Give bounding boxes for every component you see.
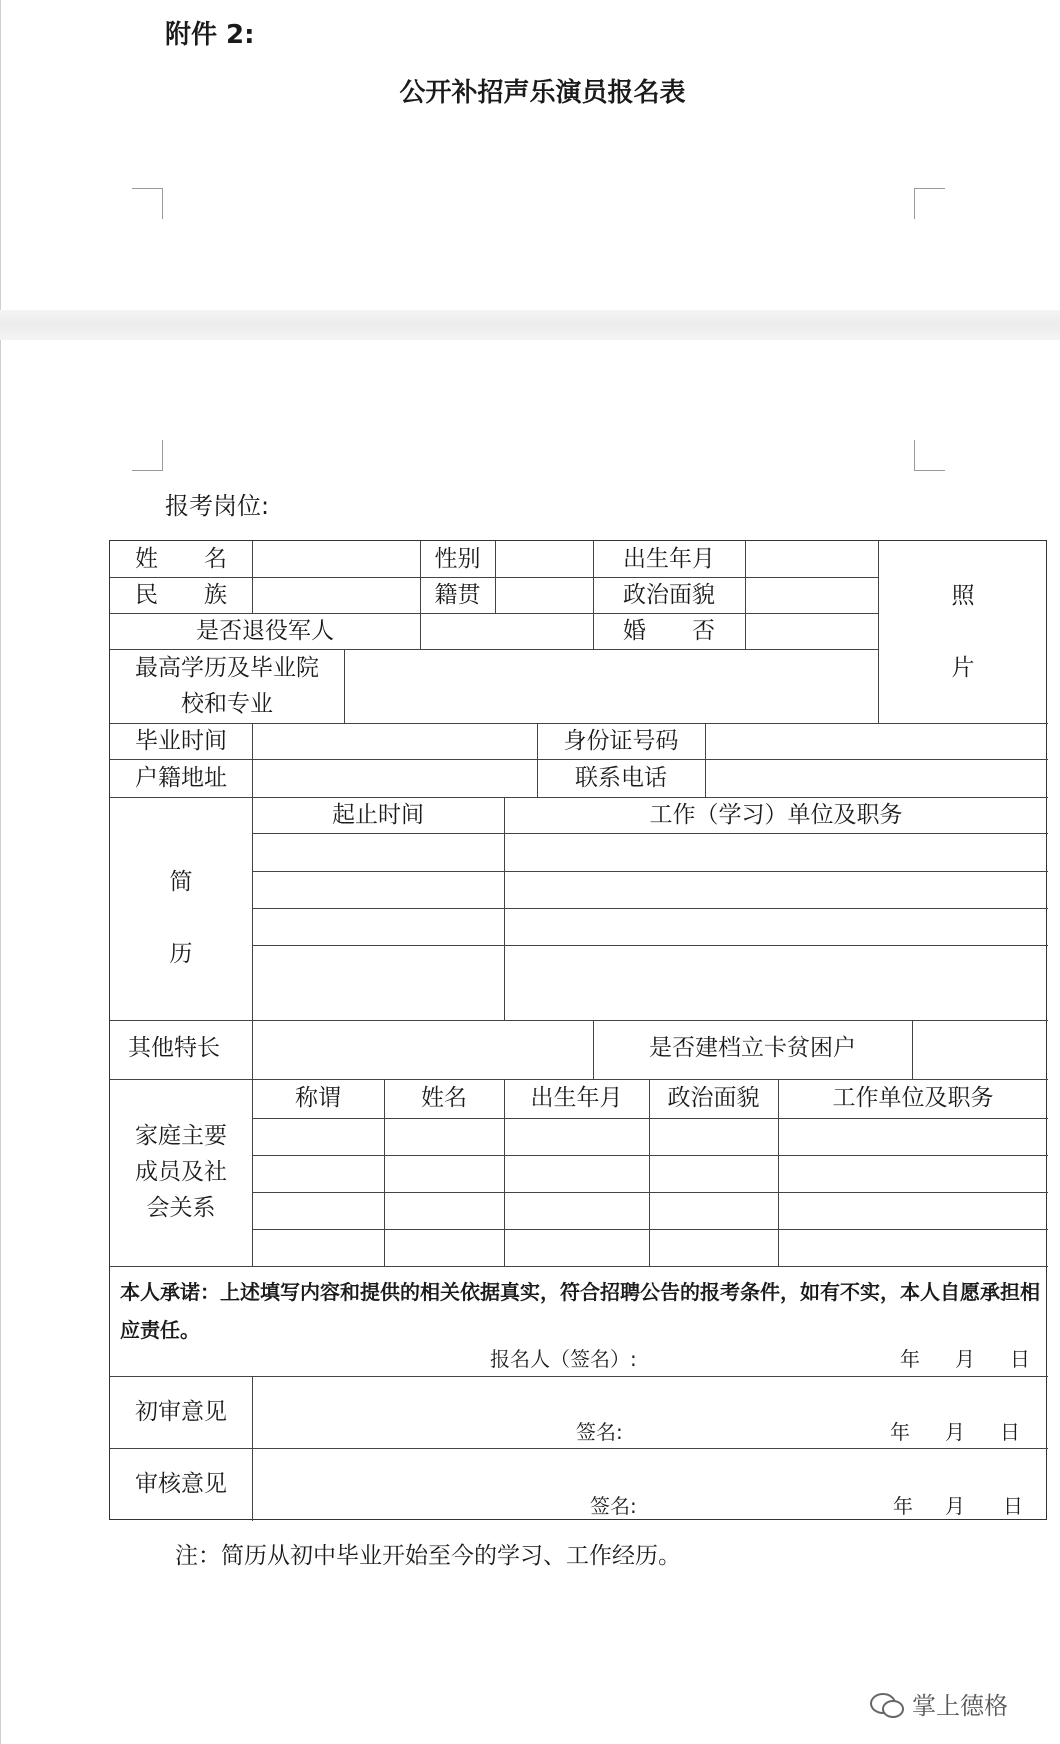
date-month: 月 bbox=[945, 1420, 965, 1444]
veteran-label: 是否退役军人 bbox=[196, 618, 334, 644]
grid-line bbox=[252, 1155, 1048, 1156]
signature-label: 签名: bbox=[590, 1494, 637, 1518]
resume-time-header: 起止时间 bbox=[332, 802, 424, 828]
grid-line bbox=[252, 871, 1048, 872]
footnote: 注：简历从初中毕业开始至今的学习、工作经历。 bbox=[175, 1543, 681, 1569]
resume-label: 简 bbox=[169, 869, 193, 895]
gender-label: 性别 bbox=[434, 546, 481, 572]
family-label: 家庭主要 bbox=[135, 1123, 227, 1149]
resume-label: 历 bbox=[169, 941, 193, 967]
family-label: 成员及社 bbox=[135, 1159, 227, 1185]
ethnicity-label: 民 族 bbox=[135, 582, 227, 608]
grid-line bbox=[504, 797, 505, 1020]
grid-line bbox=[110, 1448, 1048, 1449]
signature-label: 签名: bbox=[576, 1420, 623, 1444]
grid-line bbox=[878, 541, 879, 723]
applicant-signature-label: 报名人（签名）: bbox=[490, 1347, 637, 1371]
date-day: 日 bbox=[1000, 1420, 1020, 1444]
family-label: 会关系 bbox=[146, 1195, 216, 1221]
other-skills-label: 其他特长 bbox=[128, 1035, 220, 1061]
education-label: 校和专业 bbox=[181, 691, 273, 717]
grid-line bbox=[495, 541, 496, 613]
family-header-relation: 称谓 bbox=[295, 1085, 341, 1111]
grid-line bbox=[252, 945, 1048, 946]
grid-line bbox=[912, 1020, 913, 1079]
grid-line bbox=[745, 541, 746, 649]
name-label: 姓 名 bbox=[135, 546, 227, 572]
grid-line bbox=[252, 1118, 1048, 1119]
education-label: 最高学历及毕业院 bbox=[135, 655, 319, 681]
id-number-label: 身份证号码 bbox=[563, 728, 679, 754]
grid-line bbox=[252, 541, 253, 613]
grid-line bbox=[110, 797, 1048, 798]
initial-review-label: 初审意见 bbox=[135, 1399, 227, 1425]
grid-line bbox=[110, 759, 1048, 760]
date-day: 日 bbox=[1003, 1494, 1023, 1518]
date-year: 年 bbox=[890, 1420, 910, 1444]
applied-position-label: 报考岗位: bbox=[165, 492, 270, 520]
grid-line bbox=[252, 1229, 1048, 1230]
grid-line bbox=[110, 1376, 1048, 1377]
registration-form bbox=[109, 540, 1047, 1520]
wechat-icon bbox=[870, 1691, 904, 1717]
grid-line bbox=[110, 649, 878, 650]
family-header-political: 政治面貌 bbox=[667, 1085, 760, 1111]
page-edge bbox=[0, 0, 1, 1744]
political-status-label: 政治面貌 bbox=[623, 582, 715, 608]
pledge-text: 本人承诺：上述填写内容和提供的相关依据真实，符合招聘公告的报考条件，如有不实，本人自愿承担相应责任。 bbox=[120, 1280, 1040, 1342]
grid-line bbox=[252, 908, 1048, 909]
date-month: 月 bbox=[945, 1494, 965, 1518]
grid-line bbox=[110, 1266, 1048, 1267]
grid-line bbox=[344, 649, 345, 723]
hukou-address-label: 户籍地址 bbox=[135, 765, 227, 791]
watermark bbox=[870, 1686, 1008, 1721]
audit-review-label: 审核意见 bbox=[135, 1471, 227, 1497]
grid-line bbox=[252, 1376, 253, 1521]
marital-status-label: 婚 否 bbox=[623, 618, 715, 644]
date-day: 日 bbox=[1010, 1347, 1030, 1371]
family-header-name: 姓名 bbox=[421, 1085, 467, 1111]
grid-line bbox=[110, 1020, 1048, 1021]
date-year: 年 bbox=[900, 1347, 920, 1371]
crop-mark bbox=[132, 188, 163, 219]
crop-mark bbox=[914, 440, 945, 471]
grid-line bbox=[252, 833, 1048, 834]
resume-unit-header: 工作（学习）单位及职务 bbox=[649, 802, 903, 828]
native-place-label: 籍贯 bbox=[434, 582, 481, 608]
date-month: 月 bbox=[955, 1347, 975, 1371]
page-break bbox=[0, 310, 1060, 340]
family-header-birth: 出生年月 bbox=[530, 1085, 623, 1111]
phone-label: 联系电话 bbox=[575, 765, 667, 791]
grid-line bbox=[252, 1192, 1048, 1193]
photo-label: 照 bbox=[951, 583, 975, 609]
attachment-label: 附件 2: bbox=[165, 20, 255, 50]
date-year: 年 bbox=[893, 1494, 913, 1518]
grid-line bbox=[110, 1079, 1048, 1080]
photo-label: 片 bbox=[951, 655, 975, 681]
watermark-text: 掌上德格 bbox=[912, 1692, 1008, 1720]
grid-line bbox=[110, 577, 878, 578]
crop-mark bbox=[132, 440, 163, 471]
grid-line bbox=[705, 723, 706, 797]
grid-line bbox=[110, 723, 1048, 724]
graduation-time-label: 毕业时间 bbox=[135, 728, 227, 754]
family-header-workplace: 工作单位及职务 bbox=[832, 1085, 994, 1111]
page-title: 公开补招声乐演员报名表 bbox=[399, 78, 686, 108]
birth-date-label: 出生年月 bbox=[623, 546, 715, 572]
grid-line bbox=[110, 613, 878, 614]
crop-mark bbox=[914, 188, 945, 219]
poverty-household-label: 是否建档立卡贫困户 bbox=[649, 1035, 856, 1061]
